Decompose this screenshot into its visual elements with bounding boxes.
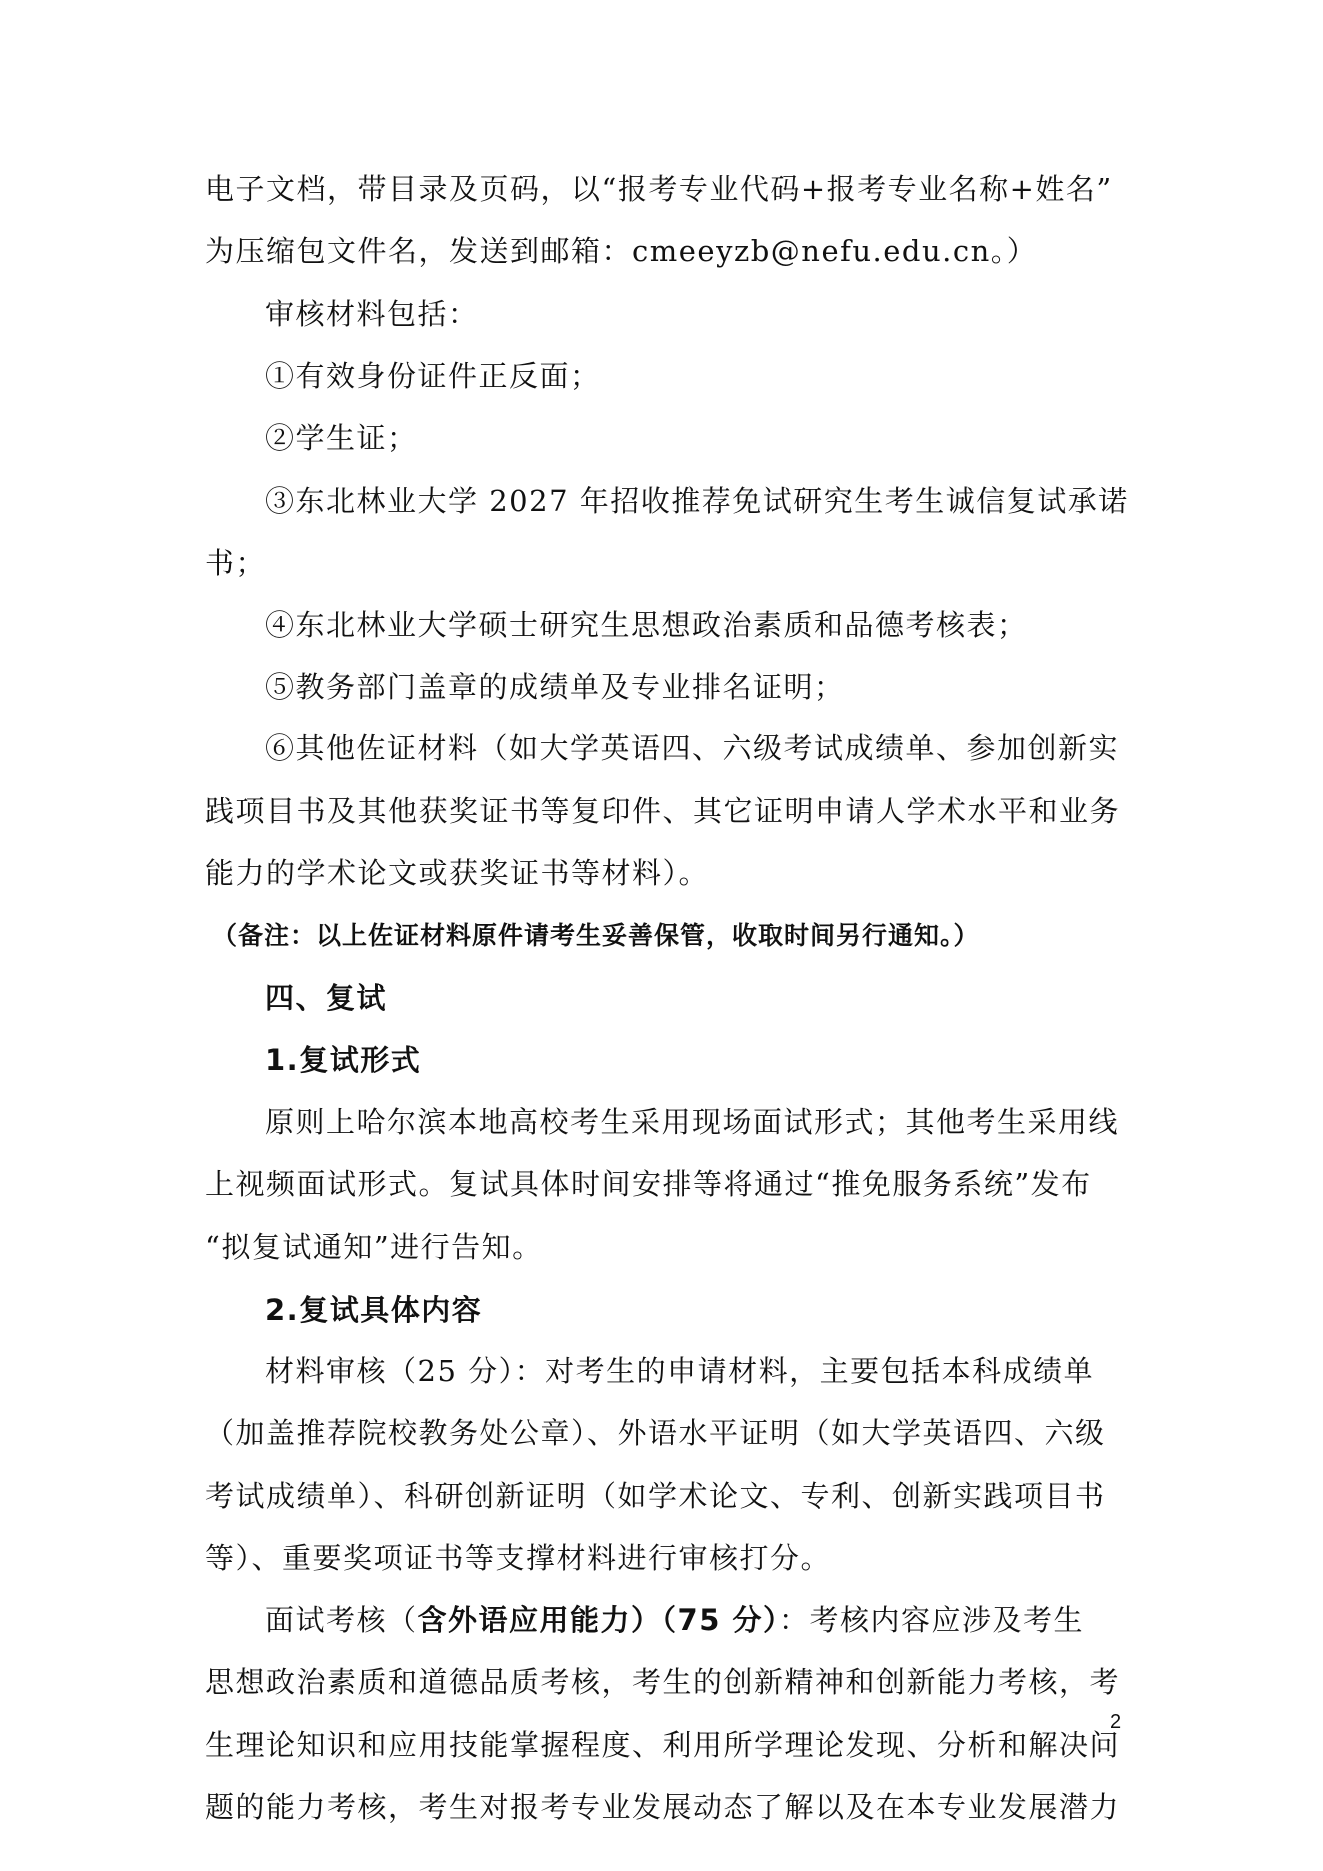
paragraph-line: 电子文档，带目录及页码，以“报考专业代码+报考专业名称+姓名” [205, 172, 1113, 206]
paragraph-line: 考试成绩单）、科研创新证明（如学术论文、专利、创新实践项目书 [205, 1479, 1106, 1513]
list-item-continuation: 书； [205, 546, 267, 580]
section-heading: 四、复试 [265, 981, 388, 1015]
paragraph-line: 思想政治素质和道德品质考核，考生的创新精神和创新能力考核，考 [205, 1665, 1121, 1699]
paragraph-line: 生理论知识和应用技能掌握程度、利用所学理论发现、分析和解决问 [205, 1728, 1121, 1762]
subsection-heading: 1.复试形式 [265, 1043, 422, 1077]
paragraph-line: 题的能力考核，考生对报考专业发展动态了解以及在本专业发展潜力 [205, 1790, 1121, 1824]
paragraph-line: （加盖推荐院校教务处公章）、外语水平证明（如大学英语四、六级 [205, 1416, 1106, 1450]
subsection-heading: 2.复试具体内容 [265, 1293, 483, 1327]
paragraph-line: 原则上哈尔滨本地高校考生采用现场面试形式；其他考生采用线 [265, 1105, 1120, 1139]
bold-inline-text: 含外语应用能力）（75 分） [417, 1603, 779, 1637]
paragraph-line: 为压缩包文件名，发送到邮箱：cmeeyzb@nefu.edu.cn。） [205, 234, 1038, 268]
list-item: ③东北林业大学 2027 年招收推荐免试研究生考生诚信复试承诺 [265, 484, 1129, 518]
list-item: ①有效身份证件正反面； [265, 359, 601, 393]
inline-text: 面试考核（ [265, 1603, 418, 1637]
paragraph-line: 上视频面试形式。复试具体时间安排等将通过“推免服务系统”发布 [205, 1167, 1092, 1201]
list-heading: 审核材料包括： [265, 297, 479, 331]
page-number: 2 [1110, 1711, 1122, 1733]
paragraph-line: 材料审核（25 分）：对考生的申请材料，主要包括本科成绩单 [265, 1354, 1095, 1388]
remark-note: （备注：以上佐证材料原件请考生妥善保管，收取时间另行通知。） [212, 921, 980, 950]
paragraph-line [265, 1600, 1084, 1640]
list-item: ④东北林业大学硕士研究生思想政治素质和品德考核表； [265, 608, 1028, 642]
list-item: ②学生证； [265, 421, 418, 455]
paragraph-line: “拟复试通知”进行告知。 [205, 1230, 543, 1264]
paragraph-line: 等）、重要奖项证书等支撑材料进行审核打分。 [205, 1541, 832, 1575]
list-item: ⑤教务部门盖章的成绩单及专业排名证明； [265, 670, 845, 704]
list-item-continuation: 能力的学术论文或获奖证书等材料）。 [205, 856, 710, 890]
list-item-continuation: 践项目书及其他获奖证书等复印件、其它证明申请人学术水平和业务 [205, 794, 1121, 828]
inline-text: ：考核内容应涉及考生 [778, 1603, 1084, 1637]
list-item: ⑥其他佐证材料（如大学英语四、六级考试成绩单、参加创新实 [265, 731, 1120, 765]
